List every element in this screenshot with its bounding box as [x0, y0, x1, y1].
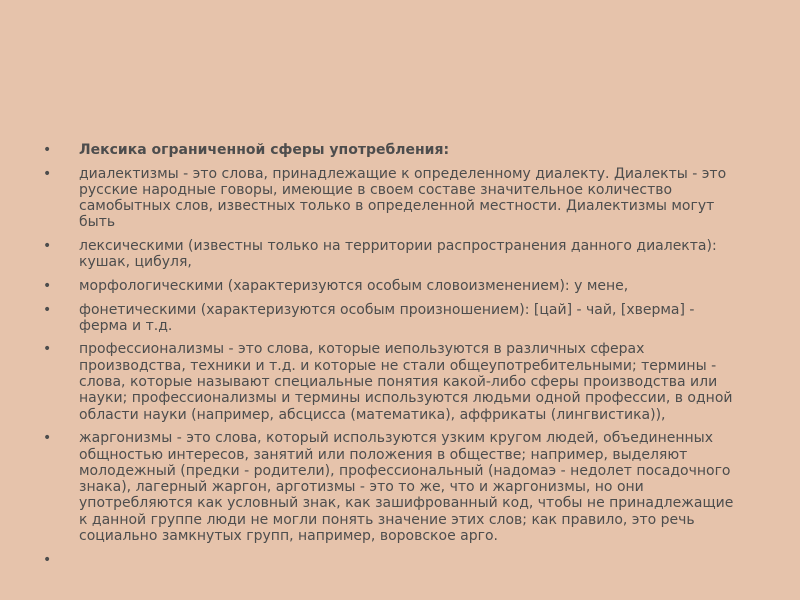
- professionalisms-text: профессионализмы - это слова, которые иепользуются в различных сферах производства, техники и т.д. и которые не стали общеупотребительными; термины - слова, которые называют специальные понятия какой-либо сферы производства или науки; профессионализмы и термины используются людьми одной профессии, в одной области науки (например, абсцисса (математика), аффрикаты (лингвистика)),: [79, 341, 733, 423]
- bullet-dot: •: [43, 551, 52, 568]
- bullet-item-professionalisms: [43, 341, 743, 422]
- morphological-text: морфологическими (характеризуются особым словоизменением): у мене,: [79, 277, 629, 294]
- phonetic-text: фонетическими (характеризуются особым произношением): [цай] - чай, [хверма] - ферма и т.д.: [79, 301, 695, 334]
- heading-text: Лексика ограниченной сферы употребления:: [79, 142, 450, 158]
- bullet-item-lexical: [43, 238, 743, 271]
- bullet-dot: •: [43, 277, 52, 294]
- bullet-dot: •: [43, 238, 52, 255]
- bullet-dot: •: [43, 301, 52, 318]
- bullet-item-morphological: [43, 278, 743, 294]
- bullet-item-jargonisms: [43, 430, 743, 544]
- bullet-item-phonetic: [43, 302, 743, 335]
- bullet-list: [43, 142, 743, 568]
- bullet-dot: •: [43, 341, 52, 358]
- bullet-dot: •: [43, 430, 52, 447]
- dialectisms-text: диалектизмы - это слова, принадлежащие к определенному диалекту. Диалекты - это русские народные говоры, имеющие в своем составе значительное количество самобытных слов, известных только в определенной местности. Диалектизмы могут быть: [79, 165, 727, 231]
- bullet-item-heading: [43, 142, 743, 158]
- lexical-text: лексическими (известны только на территории распространения данного диалекта): кушак, цибуля,: [79, 238, 717, 271]
- bullet-item-dialectisms: [43, 166, 743, 231]
- bullet-dot: •: [43, 165, 52, 182]
- bullet-dot: •: [43, 142, 52, 158]
- jargonisms-text: жаргонизмы - это слова, который используются узким кругом людей, объединенных общностью интересов, занятий или положения в обществе; например, выделяют молодежный (предки - родители), профессиональный (надомаэ - недолет посадочного знака), лагерный жаргон, арготизмы - это то же, что и жаргонизмы, но они употребляются как условный знак, как зашифрованный код, чтобы не принадлежащие к данной группе люди не могли понять значение этих слов; как правило, это речь социально замкнутых групп, например, воровское арго.: [79, 430, 734, 545]
